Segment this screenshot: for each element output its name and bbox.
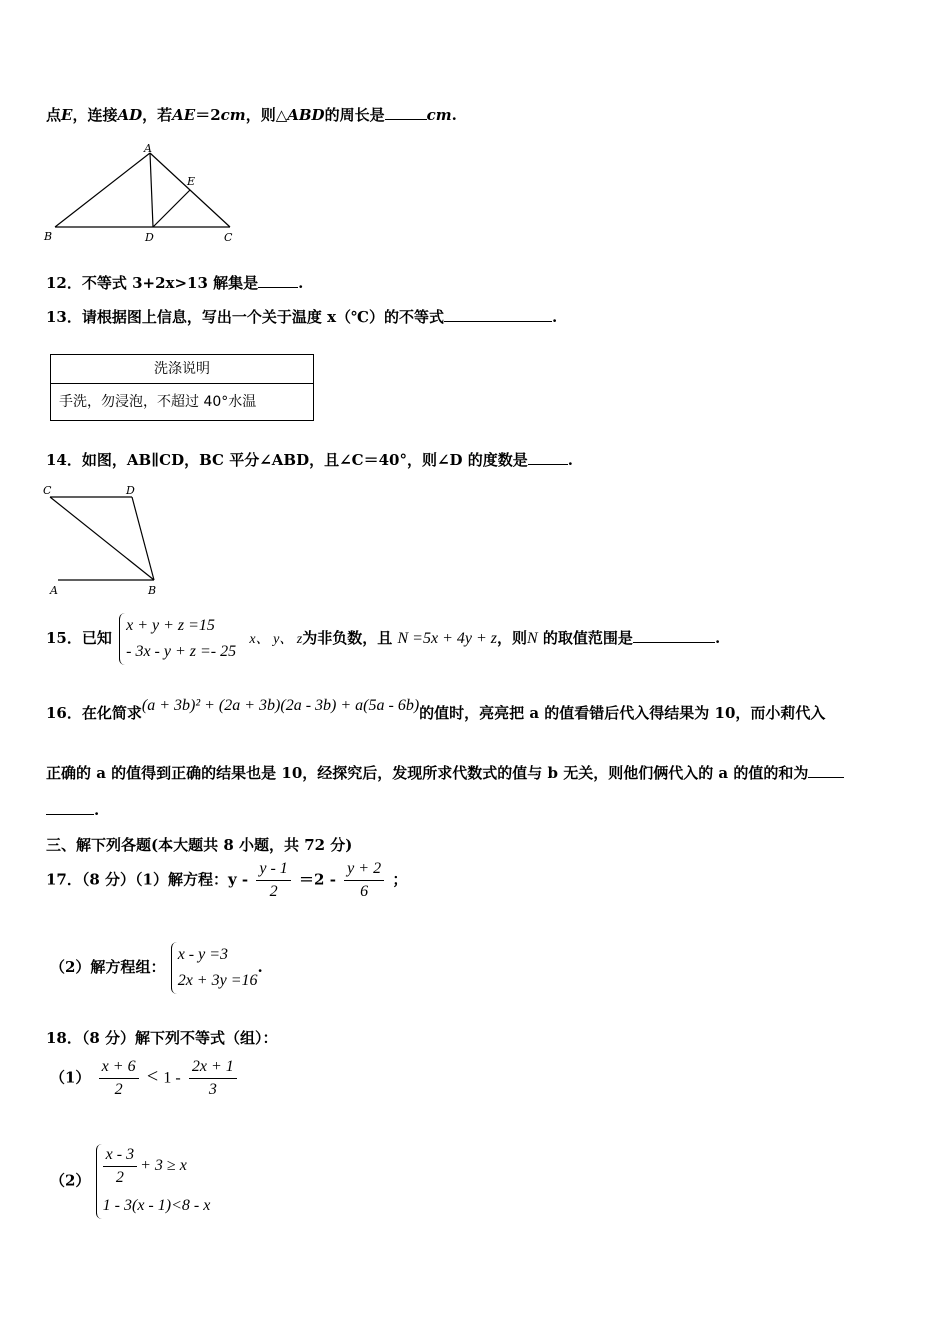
q16-line3: .: [46, 800, 99, 819]
answer-blank[interactable]: [444, 307, 552, 322]
label-C: C: [43, 484, 52, 497]
label-B: B: [44, 230, 53, 243]
q17-part2: （2）解方程组： x - y =3 2x + 3y =16 .: [50, 942, 263, 994]
answer-blank-cont[interactable]: [46, 800, 94, 815]
inequality-system: $\frac{x - 3}{2}$ + 3 ≥ x 1 - 3(x - 1)<8 - x: [96, 1144, 211, 1219]
q13-text: 13．请根据图上信息，写出一个关于温度 x（℃）的不等式 .: [46, 308, 558, 326]
table-content: 手洗，勿浸泡，不超过 40°水温: [59, 394, 257, 410]
section-title: 三、解下列各题(本大题共 8 小题，共 72 分): [46, 836, 353, 854]
label-A: A: [50, 584, 58, 597]
q15-text: 15．已知 x + y + z =15 - 3x - y + z =- 25 x、 y、 z为非负数，且 N =5x + 4y + z，则N 的取值范围是 .: [46, 613, 720, 665]
q18-part2: （2） $\frac{x - 3}{2}$ + 3 ≥ x 1 - 3(x - 1)<8 - x: [50, 1144, 210, 1219]
fraction: $\frac{y - 1}{2}$: [256, 860, 290, 901]
label-D: D: [126, 484, 135, 497]
q14-text: 14．如图，AB∥CD，BC 平分∠ABD，且∠C＝40°，则∠D 的度数是 .: [46, 451, 574, 469]
triangle-figure: [40, 140, 250, 250]
parallel-lines-figure: [40, 482, 180, 602]
q11-text: 点E，连接AD，若AE＝2cm，则△ABD的周长是 cm.: [46, 106, 457, 124]
washing-instructions-table: [50, 354, 314, 421]
label-A: A: [144, 142, 152, 155]
q16-line2: 正确的 a 的值得到正确的结果也是 10，经探究后，发现所求代数式的值与 b 无关，则他们俩代入的 a 的值的和为: [46, 762, 844, 783]
table-header: 洗涤说明: [51, 355, 313, 384]
equation-system: x + y + z =15 - 3x - y + z =- 25: [119, 613, 236, 665]
answer-blank[interactable]: [633, 628, 715, 643]
q17-part1: 17．（8 分）（1）解方程：y - $\frac{y - 1}{2}$ ＝2 - $\frac{y + 2}{6}$ ；: [46, 860, 408, 900]
label-B: B: [148, 584, 157, 597]
q12-text: 12．不等式 3+2x>13 解集是 .: [46, 274, 304, 292]
equation-system: x - y =3 2x + 3y =16: [171, 942, 258, 994]
fraction: $\frac{y + 2}{6}$: [344, 860, 384, 901]
q16-line1: 16．在化简求(a + 3b)² + (2a + 3b)(2a - 3b) + a(5a - 6b)的值时，亮亮把 a 的值看错后代入得结果为 10，而小莉代入: [46, 697, 826, 722]
fraction: $\frac{2x + 1}{3}$: [189, 1058, 237, 1099]
answer-blank[interactable]: [808, 763, 844, 778]
answer-blank[interactable]: [528, 450, 568, 465]
q18-part1: （1） $\frac{x + 6}{2}$ < 1 - $\frac{2x + 1}{3}$: [50, 1058, 240, 1099]
answer-blank[interactable]: [385, 105, 427, 120]
fraction: $\frac{x + 6}{2}$: [99, 1058, 139, 1099]
q18-title: 18．（8 分）解下列不等式（组）：: [46, 1029, 278, 1047]
label-C: C: [224, 231, 233, 244]
answer-blank[interactable]: [258, 273, 298, 288]
label-E: E: [187, 175, 196, 188]
label-D: D: [145, 231, 154, 244]
